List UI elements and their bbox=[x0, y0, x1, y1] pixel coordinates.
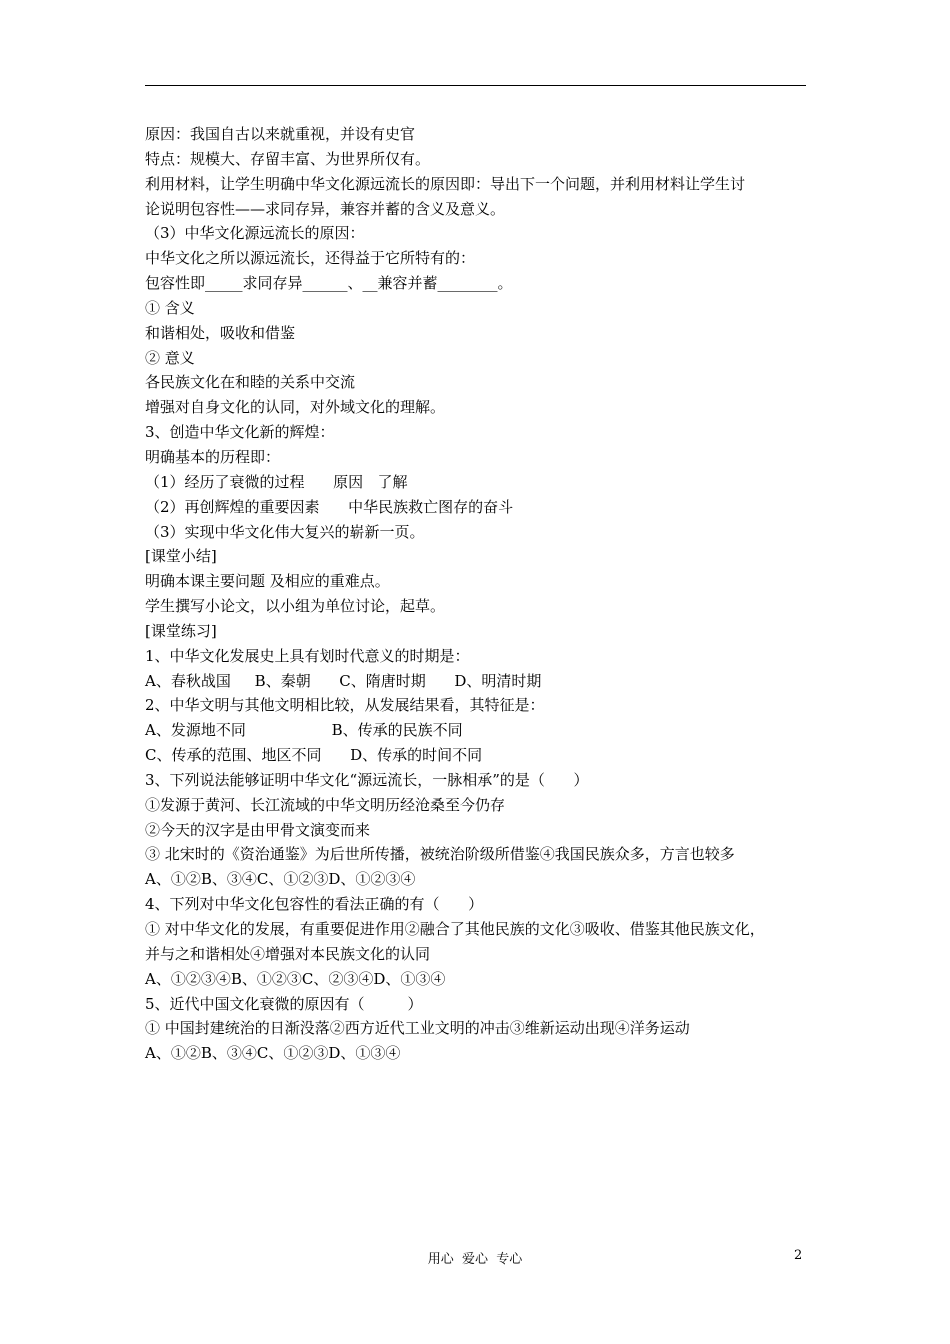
text-line: ③ 北宋时的《资治通鉴》为后世所传播，被统治阶级所借鉴④我国民族众多，方言也较多 bbox=[145, 845, 735, 864]
text-line: 并与之和谐相处④增强对本民族文化的认同 bbox=[145, 944, 431, 963]
text-line: ① 对中华文化的发展，有重要促进作用②融合了其他民族的文化③吸收、借鉴其他民族文化， bbox=[145, 920, 765, 938]
text-line: 利用材料，让学生明确中华文化源远流长的原因即：导出下一个问题，并利用材料让学生讨 bbox=[145, 174, 746, 193]
section-heading: [课堂小结] bbox=[145, 547, 217, 566]
text-line: 论说明包容性——求同存异，兼容并蓄的含义及意义。 bbox=[145, 199, 506, 218]
text-line: ② 意义 bbox=[145, 348, 195, 367]
text-line: ① 中国封建统治的日渐没落②西方近代工业文明的冲击③维新运动出现④洋务运动 bbox=[145, 1019, 690, 1038]
text-line: 原因：我国自古以来就重视，并设有史官 bbox=[145, 125, 416, 143]
question-text: 5、近代中国文化衰微的原因有（ ） bbox=[145, 994, 423, 1013]
text-line: ① 含义 bbox=[145, 298, 195, 317]
answer-options: A、发源地不同 B、传承的民族不同 bbox=[145, 721, 463, 740]
section-heading: [课堂练习] bbox=[145, 621, 217, 640]
text-line: ②今天的汉字是由甲骨文演变而来 bbox=[145, 820, 371, 839]
page-number: 2 bbox=[794, 1248, 803, 1263]
text-line: （2）再创辉煌的重要因素 中华民族救亡图存的奋斗 bbox=[145, 497, 514, 516]
question-text: 4、下列对中华文化包容性的看法正确的有（ ） bbox=[145, 895, 484, 914]
answer-options: A、①②③④B、①②③C、②③④D、①③④ bbox=[145, 969, 446, 988]
text-line: （3）实现中华文化伟大复兴的崭新一页。 bbox=[145, 522, 425, 541]
text-line: 和谐相处，吸收和借鉴 bbox=[145, 323, 296, 342]
answer-options: A、春秋战国 B、秦朝 C、隋唐时期 D、明清时期 bbox=[145, 671, 542, 690]
text-line: 包容性即_____求同存异______、__兼容并蓄________。 bbox=[145, 274, 513, 293]
text-line: （1）经历了衰微的过程 原因 了解 bbox=[145, 472, 408, 491]
text-line: 增强对自身文化的认同，对外域文化的理解。 bbox=[145, 398, 446, 417]
text-line: 明确本课主要问题 及相应的重难点。 bbox=[145, 572, 390, 591]
text-line: （3）中华文化源远流长的原因： bbox=[145, 224, 365, 243]
answer-options: A、①②B、③④C、①②③D、①②③④ bbox=[145, 870, 416, 889]
document-body bbox=[145, 122, 825, 1066]
question-text: 3、下列说法能够证明中华文化“源远流长，一脉相承”的是（ ） bbox=[145, 770, 589, 789]
header-rule bbox=[145, 85, 806, 86]
text-line: 学生撰写小论文，以小组为单位讨论，起草。 bbox=[145, 597, 446, 616]
text-line: 3、创造中华文化新的辉煌： bbox=[145, 423, 335, 442]
text-line: 各民族文化在和睦的关系中交流 bbox=[145, 373, 356, 392]
text-line: ①发源于黄河、长江流域的中华文明历经沧桑至今仍存 bbox=[145, 795, 506, 814]
text-line: 中华文化之所以源远流长，还得益于它所特有的： bbox=[145, 249, 476, 268]
text-line: 明确基本的历程即： bbox=[145, 447, 281, 466]
answer-options: A、①②B、③④C、①②③D、①③④ bbox=[145, 1044, 401, 1063]
text-line: 特点：规模大、存留丰富、为世界所仅有。 bbox=[145, 149, 431, 168]
question-text: 1、中华文化发展史上具有划时代意义的时期是： bbox=[145, 646, 470, 665]
footer-text: 用心 爱心 专心 bbox=[427, 1252, 523, 1267]
answer-options: C、传承的范围、地区不同 D、传承的时间不同 bbox=[145, 746, 483, 765]
question-text: 2、中华文明与其他文明相比较，从发展结果看，其特征是： bbox=[145, 696, 545, 715]
